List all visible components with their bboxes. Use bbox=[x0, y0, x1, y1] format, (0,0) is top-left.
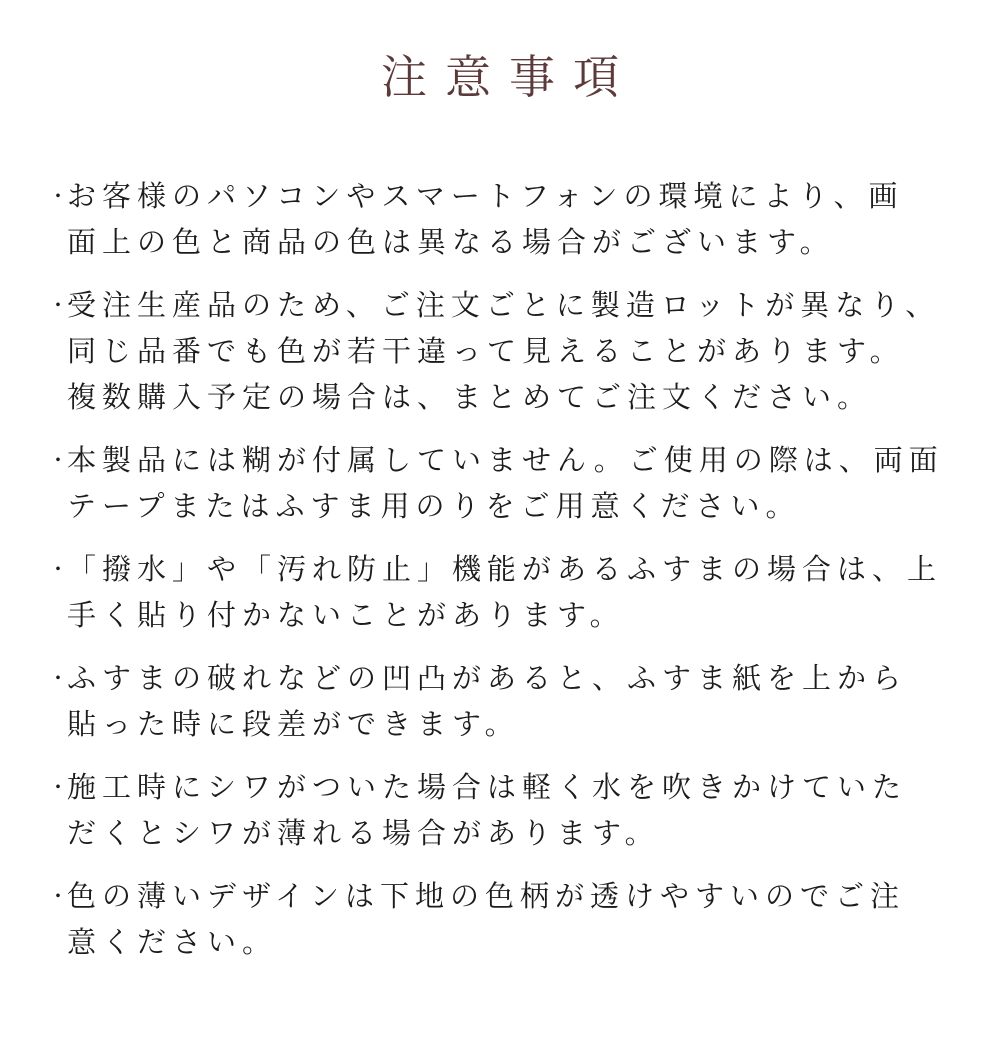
note-line: 受注生産品のため、ご注文ごとに製造ロットが異なり、 bbox=[67, 289, 941, 322]
note-line: 「撥水」や「汚れ防止」機能があるふすまの場合は、上 bbox=[67, 553, 943, 586]
bullet-marker: ・ bbox=[48, 667, 68, 690]
note-item bbox=[48, 547, 960, 639]
bullet-marker: ・ bbox=[48, 776, 68, 799]
note-line: 貼った時に段差ができます。 bbox=[67, 708, 520, 741]
bullet-marker: ・ bbox=[48, 885, 68, 908]
note-line: 施工時にシワがついた場合は軽く水を吹きかけていた bbox=[67, 771, 908, 804]
note-line: 本製品には糊が付属していません。ご使用の際は、両面 bbox=[67, 444, 944, 477]
note-line: 複数購入予定の場合は、まとめてご注文ください。 bbox=[67, 381, 873, 414]
bullet-marker: ・ bbox=[48, 449, 68, 472]
note-line: だくとシワが薄れる場合があります。 bbox=[67, 817, 660, 850]
note-item bbox=[48, 874, 960, 966]
note-line: 面上の色と商品の色は異なる場合がございます。 bbox=[67, 226, 835, 259]
note-line: テープまたはふすま用のりをご用意ください。 bbox=[67, 490, 801, 523]
bullet-marker: ・ bbox=[48, 294, 68, 317]
page-title: 注意事項 bbox=[381, 51, 637, 103]
precautions-page bbox=[0, 48, 1000, 1048]
note-line: 意ください。 bbox=[67, 926, 278, 959]
note-item bbox=[48, 283, 960, 421]
note-item bbox=[48, 765, 960, 857]
bullet-marker: ・ bbox=[48, 558, 68, 581]
notes-list bbox=[0, 174, 1000, 966]
note-item bbox=[48, 656, 960, 748]
note-line: 同じ品番でも色が若干違って見えることがあります。 bbox=[67, 335, 905, 368]
note-item bbox=[48, 438, 960, 530]
bullet-marker: ・ bbox=[48, 185, 68, 208]
note-line: お客様のパソコンやスマートフォンの環境により、画 bbox=[67, 180, 904, 213]
note-line: 手く貼り付かないことがあります。 bbox=[67, 599, 625, 632]
note-line: ふすまの破れなどの凹凸があると、ふすま紙を上から bbox=[67, 662, 908, 695]
note-line: 色の薄いデザインは下地の色柄が透けやすいのでご注 bbox=[67, 880, 905, 913]
note-item bbox=[48, 174, 960, 266]
